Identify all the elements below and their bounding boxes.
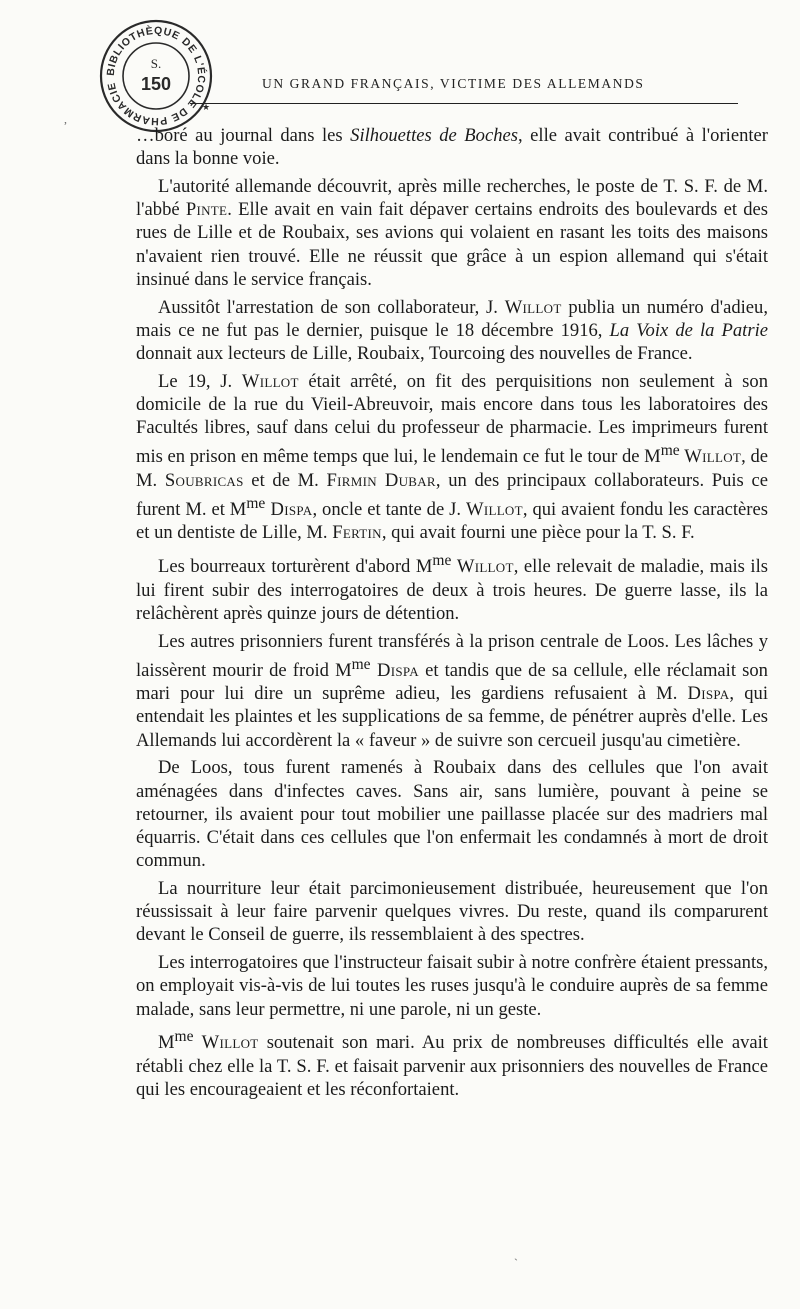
paragraph-5: Les bourreaux torturèrent d'abord $M^{me}$ Willot, elle relevait de maladie, mais ils lui firent subir des interrogatoires de deux à trois heures. De guerre lasse, ils la relâchèrent après quinze jours de détention. [136, 552, 768, 624]
margin-mark: , [64, 112, 67, 126]
running-header: UN GRAND FRANÇAIS, VICTIME DES ALLEMANDS [262, 76, 645, 91]
stamp-center-text: S. [150, 56, 162, 71]
stamp-ring-text: BIBLIOTHÈQUE DE L'ÉCOLE DE PHARMACIE [104, 24, 208, 128]
paragraph-8: La nourriture leur était parcimonieusement distribuée, heureusement que l'on réussissait à leur faire parvenir quelques vivres. Du reste, quand ils comparurent devant le Conseil de guerre, ils ressemblaient à des spectres. [136, 878, 768, 946]
paragraph-9: Les interrogatoires que l'instructeur faisait subir à notre confrère étaient pressants, on employait vis-à-vis de lui toutes les ruses jusqu'à le conduire auprès de sa femme malade, sans leur permettre, ni une parole, ni un geste. [136, 952, 768, 1020]
paragraph-7: De Loos, tous furent ramenés à Roubaix dans des cellules que l'on avait aménagées dans d'infectes caves. Sans air, sans lumière, pouvant à peine se retourner, ils avaient pour tout mobilier une paillasse placée sur des madriers mal équarris. C'était dans ces cellules que l'on enfermait les condamnés à mort de droit commun. [136, 757, 768, 872]
paragraph-10: $M^{me}$ Willot soutenait son mari. Au prix de nombreuses difficultés elle avait rétabli chez elle la T. S. F. et faisait parvenir aux prisonniers des nouvelles de France qui les encourageaient et les réconfortaient. [136, 1028, 768, 1100]
stamp-number: 150 [140, 74, 172, 94]
paragraph-6: Les autres prisonniers furent transférés à la prison centrale de Loos. Les lâches y laissèrent mourir de froid $M^{me}$ Dispa et tandis que de sa cellule, elle réclamait son mari pour lui dire un suprême adieu, les gardiens refusaient à M. Dispa, qui entendait les plaintes et les supplications de sa femme, de pénétrer auprès d'elle. Les Allemands lui accordèrent la « faveur » de suivre son cercueil jusqu'au cimetière. [136, 630, 768, 751]
library-stamp [98, 18, 214, 134]
paragraph-2: L'autorité allemande découvrit, après mille recherches, le poste de T. S. F. de M. l'abbé Pinte. Elle avait en vain fait dépaver certains endroits des boulevards et des rues de Lille et de Roubaix, ses avions qui volaient en rasant les toits des maisons n'avaient rien trouvé. Elle ne réussit que grâce à un espion allemand qui s'était insinué dans le service français. [136, 176, 768, 290]
stamp-star-icon: ★ [202, 103, 211, 113]
bottom-mark: ˋ [514, 1256, 518, 1270]
header-rule [190, 103, 738, 104]
paragraph-4: Le 19, J. Willot était arrêté, on fit des perquisitions non seulement à son domicile de la rue du Vieil-Abreuvoir, mais encore dans tous les laboratoires des Facultés libres, sauf dans celui du professeur de pharmacie. Les imprimeurs furent mis en prison en même temps que lui, le lendemain ce fut le tour de $M^{me}$ Willot, de M. Soubricas et de M. Firmin Dubar, un des principaux collaborateurs. Puis ce furent M. et $M^{me}$ Dispa, oncle et tante de J. Willot, qui avaient fondu les caractères et un dentiste de Lille, M. Fertin, qui avait fourni une pièce pour la T. S. F. [136, 370, 768, 544]
paragraph-1: …boré au journal dans les Silhouettes de Boches, elle avait contribué à l'orienter dans la bonne voie. [136, 125, 768, 170]
body-text [136, 124, 768, 1106]
paragraph-3: Aussitôt l'arrestation de son collaborateur, J. Willot publia un numéro d'adieu, mais ce ne fut pas le dernier, puisque le 18 décembre 1916, La Voix de la Patrie donnait aux lecteurs de Lille, Roubaix, Tourcoing des nouvelles de France. [136, 296, 768, 365]
library-stamp-graphic [98, 18, 214, 134]
